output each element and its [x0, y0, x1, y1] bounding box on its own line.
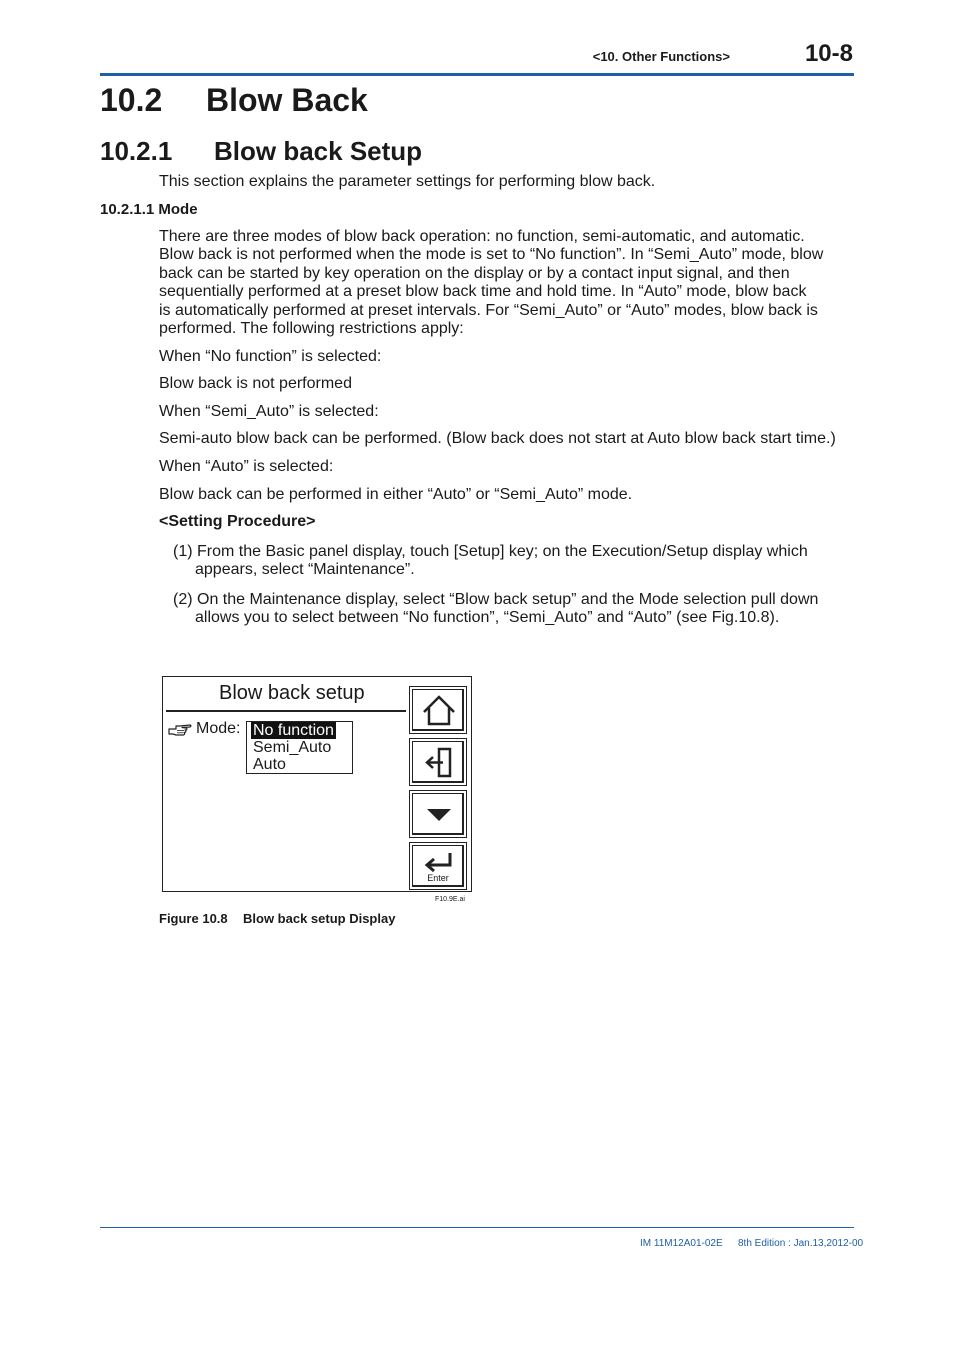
mode-dropdown-list[interactable] [246, 721, 353, 774]
subsection-heading [100, 136, 422, 167]
enter-label: Enter [427, 873, 449, 883]
procedure-title: <Setting Procedure> [159, 513, 316, 530]
down-button[interactable] [409, 790, 467, 838]
intro-paragraph: This section explains the parameter settings for performing blow back. [159, 173, 656, 190]
mode-option-auto[interactable]: Auto [253, 756, 286, 773]
restriction-line: When “Auto” is selected: [159, 458, 334, 475]
restriction-line: When “Semi_Auto” is selected: [159, 403, 379, 420]
procedure-step [173, 591, 818, 628]
paragraph-line: is automatically performed at preset intervals. For “Semi_Auto” or “Auto” modes, blow back is [159, 301, 818, 319]
restriction-line: Blow back is not performed [159, 375, 352, 392]
paragraph-line: performed. The following restrictions apply: [159, 320, 464, 338]
back-button[interactable] [409, 738, 467, 786]
running-header-section: <10. Other Functions> [592, 49, 730, 64]
step-line: allows you to select between “No function”, “Semi_Auto” and “Auto” (see Fig.10.8). [195, 609, 780, 627]
screen-title-rule [166, 710, 406, 712]
figure-number: Figure 10.8 [159, 911, 228, 926]
footer-rule [100, 1227, 854, 1228]
mode-paragraph [159, 228, 823, 338]
home-button[interactable] [409, 686, 467, 734]
back-icon [410, 739, 468, 787]
paragraph-line: There are three modes of blow back operation: no function, semi-automatic, and automatic. [159, 228, 805, 245]
subsection-title: Blow back Setup [214, 136, 423, 166]
mode-option-semi-auto[interactable]: Semi_Auto [253, 739, 332, 756]
page-number: 10-8 [804, 40, 853, 67]
section-title: Blow Back [206, 82, 368, 118]
screen-title: Blow back setup [219, 682, 365, 704]
figure-title: Blow back setup Display [243, 911, 396, 926]
restriction-line: Semi-auto blow back can be performed. (Blow back does not start at Auto blow back start time.) [159, 430, 836, 447]
figure-caption [159, 911, 395, 926]
step-line: (1) From the Basic panel display, touch [Setup] key; on the Execution/Setup display which [173, 543, 808, 560]
mode-option-no-function[interactable]: No function [253, 722, 334, 739]
blow-back-setup-screen [162, 676, 472, 892]
pointing-hand-icon [167, 720, 193, 740]
home-icon [410, 687, 468, 735]
restriction-line: Blow back can be performed in either “Auto” or “Semi_Auto” mode. [159, 486, 633, 503]
down-arrow-icon [410, 791, 468, 839]
subsubsection-heading: 10.2.1.1 Mode [100, 201, 198, 218]
paragraph-line: sequentially performed at a preset blow back time and hold time. In “Auto” mode, blow back [159, 283, 807, 301]
footer-edition: 8th Edition : Jan.13,2012-00 [738, 1238, 864, 1249]
paragraph-line: Blow back is not performed when the mode is set to “No function”. In “Semi_Auto” mode, blow [159, 246, 824, 264]
step-line: appears, select “Maintenance”. [195, 561, 415, 579]
figure-source-filename: F10.9E.ai [435, 896, 465, 903]
subsection-number: 10.2.1 [100, 136, 173, 166]
header-rule [100, 73, 854, 76]
step-line: (2) On the Maintenance display, select “Blow back setup” and the Mode selection pull down [173, 591, 819, 608]
procedure-step [173, 543, 808, 580]
paragraph-line: back can be started by key operation on the display or by a contact input signal, and then [159, 264, 790, 282]
restriction-line: When “No function” is selected: [159, 348, 382, 365]
footer-doc-id: IM 11M12A01-02E [640, 1238, 723, 1249]
enter-icon [410, 843, 468, 891]
enter-button[interactable] [409, 842, 467, 890]
section-number: 10.2 [100, 82, 163, 118]
section-heading [100, 82, 368, 119]
mode-label: Mode: [196, 720, 241, 737]
